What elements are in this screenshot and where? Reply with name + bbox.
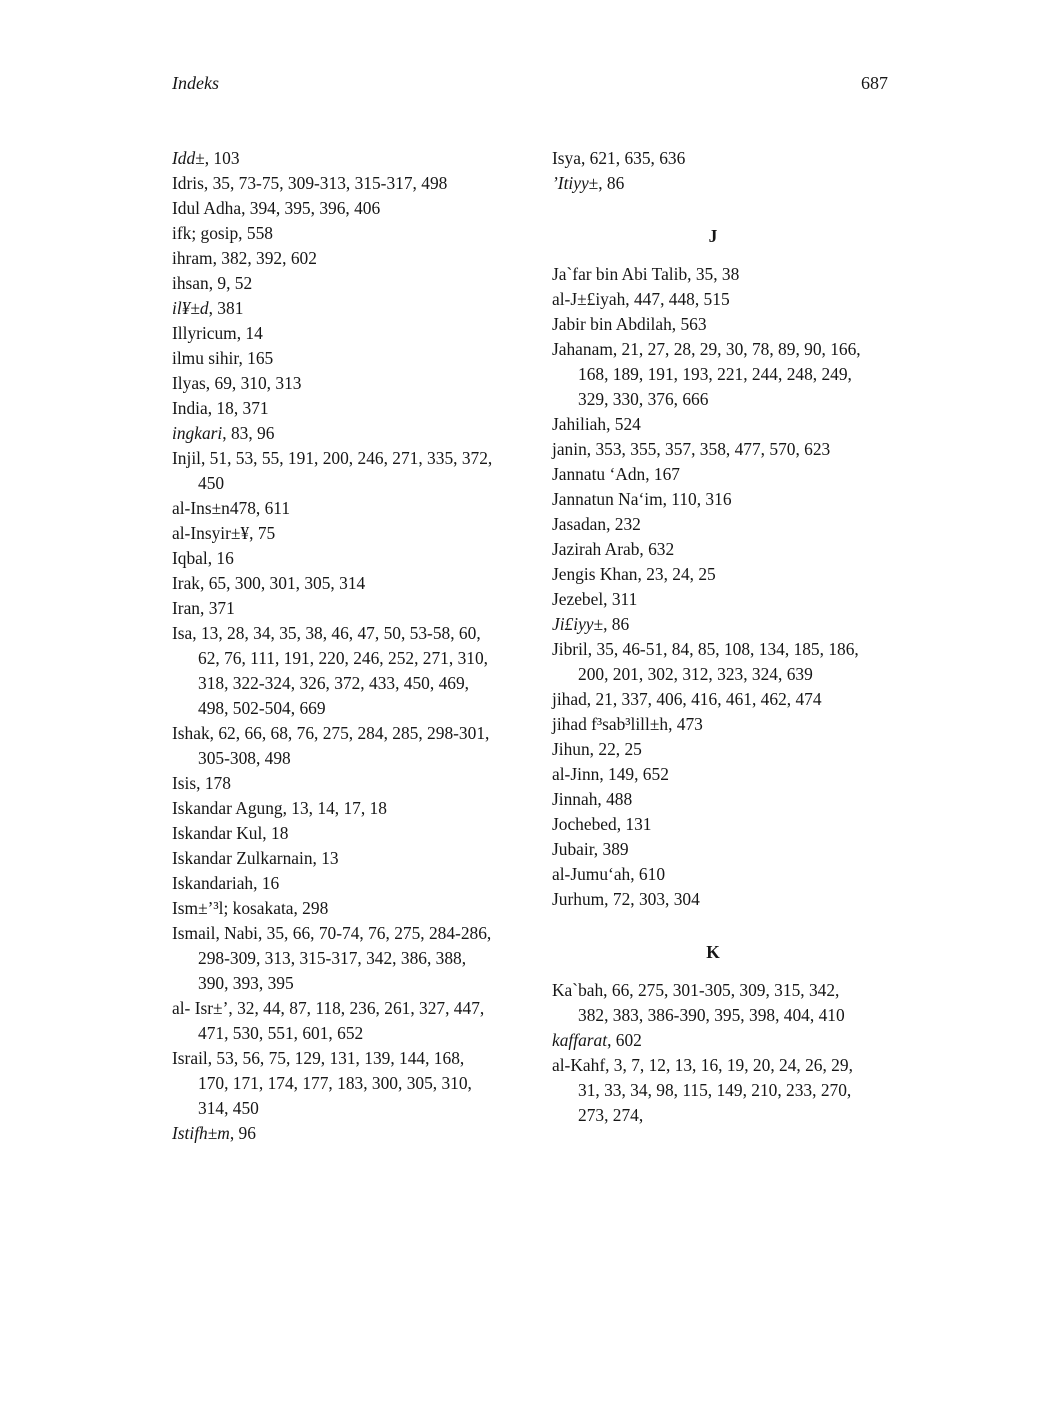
index-term-italic: il¥±d: [172, 298, 209, 318]
index-term-italic: Istifh±m: [172, 1123, 230, 1143]
index-entry: Jahanam, 21, 27, 28, 29, 30, 78, 89, 90, 166, 168, 189, 191, 193, 221, 244, 248, 249, 329, 330, 376, 666: [552, 339, 861, 409]
index-entry: al-Kahf, 3, 7, 12, 13, 16, 19, 20, 24, 26, 29, 31, 33, 34, 98, 115, 149, 210, 233, 270, 273, 274,: [552, 1055, 853, 1125]
index-entry: Jazirah Arab, 632: [552, 539, 675, 559]
page-number: 687: [861, 73, 888, 93]
index-entry: al-Insyir±¥, 75: [172, 523, 276, 543]
index-entry: janin, 353, 355, 357, 358, 477, 570, 623: [552, 439, 831, 459]
index-entry: Ishak, 62, 66, 68, 76, 275, 284, 285, 298-301, 305-308, 498: [172, 723, 490, 768]
index-entry: Israil, 53, 56, 75, 129, 131, 139, 144, 168, 170, 171, 174, 177, 183, 300, 305, 310, 314, 450: [172, 1048, 472, 1118]
index-column-right: [552, 146, 874, 1146]
index-entry: Isis, 178: [172, 773, 231, 793]
index-entry: India, 18, 371: [172, 398, 269, 418]
index-entry: Jahiliah, 524: [552, 414, 641, 434]
index-entry: Jurhum, 72, 303, 304: [552, 889, 700, 909]
index-entry: Jibril, 35, 46-51, 84, 85, 108, 134, 185, 186, 200, 201, 302, 312, 323, 324, 639: [552, 639, 859, 684]
index-entry: Jubair, 389: [552, 839, 629, 859]
index-entry: Jengis Khan, 23, 24, 25: [552, 564, 716, 584]
index-entry: Ilyas, 69, 310, 313: [172, 373, 302, 393]
index-entry: ilmu sihir, 165: [172, 348, 274, 368]
page-header: [172, 72, 888, 94]
index-entry: Ka`bah, 66, 275, 301-305, 309, 315, 342, 382, 383, 386-390, 395, 398, 404, 410: [552, 980, 845, 1025]
index-term-italic: Idd±: [172, 148, 205, 168]
index-entry: Iskandar Zulkarnain, 13: [172, 848, 339, 868]
index-entry: Jannatun Na‘im, 110, 316: [552, 489, 732, 509]
index-entry: ifk; gosip, 558: [172, 223, 273, 243]
index-section-heading: K: [706, 942, 720, 962]
index-entry: Jihun, 22, 25: [552, 739, 642, 759]
index-entry: Ja`far bin Abi Talib, 35, 38: [552, 264, 740, 284]
index-term-italic: ingkari: [172, 423, 223, 443]
index-entry: Iskandar Agung, 13, 14, 17, 18: [172, 798, 387, 818]
index-term-italic: ’Itiyy±: [552, 173, 599, 193]
index-entry: ingkari, 83, 96: [172, 423, 275, 443]
index-entry: Jezebel, 311: [552, 589, 638, 609]
index-entry: Iqbal, 16: [172, 548, 234, 568]
index-entry: al-Ins±n478, 611: [172, 498, 291, 518]
index-entry: Injil, 51, 53, 55, 191, 200, 246, 271, 335, 372, 450: [172, 448, 493, 493]
index-term-italic: Ji£iyy±: [552, 614, 604, 634]
index-entry: Isya, 621, 635, 636: [552, 148, 686, 168]
index-entry: Iskandariah, 16: [172, 873, 280, 893]
index-section-heading: J: [708, 226, 718, 246]
index-entry: al-Jinn, 149, 652: [552, 764, 669, 784]
index-entry: Idris, 35, 73-75, 309-313, 315-317, 498: [172, 173, 448, 193]
index-entry: Isa, 13, 28, 34, 35, 38, 46, 47, 50, 53-58, 60, 62, 76, 111, 191, 220, 246, 252, 271, 310, 318, 322-324, 326, 372, 433, 450, 469, 498, 502-504, 669: [172, 623, 489, 718]
index-column-left: [172, 146, 494, 1146]
index-entry: Irak, 65, 300, 301, 305, 314: [172, 573, 366, 593]
index-entry: ihram, 382, 392, 602: [172, 248, 317, 268]
index-entry: Iran, 371: [172, 598, 235, 618]
index-entry: ’Itiyy±, 86: [552, 173, 625, 193]
index-entry: jihad f³sab³lill±h, 473: [552, 714, 703, 734]
index-entry: kaffarat, 602: [552, 1030, 642, 1050]
index-content: [172, 146, 888, 1146]
index-entry: al-Jumu‘ah, 610: [552, 864, 666, 884]
index-entry: Jabir bin Abdilah, 563: [552, 314, 707, 334]
running-title: Indeks: [172, 73, 219, 93]
index-entry: Iskandar Kul, 18: [172, 823, 289, 843]
index-entry: Ji£iyy±, 86: [552, 614, 630, 634]
index-entry: Idd±, 103: [172, 148, 240, 168]
index-entry: il¥±d, 381: [172, 298, 244, 318]
index-entry: al- Isr±’, 32, 44, 87, 118, 236, 261, 327, 447, 471, 530, 551, 601, 652: [172, 998, 485, 1043]
index-entry: Idul Adha, 394, 395, 396, 406: [172, 198, 381, 218]
index-entry: Jinnah, 488: [552, 789, 633, 809]
index-entry: Illyricum, 14: [172, 323, 263, 343]
index-entry: Jannatu ‘Adn, 167: [552, 464, 680, 484]
index-entry: Istifh±m, 96: [172, 1123, 256, 1143]
index-entry: jihad, 21, 337, 406, 416, 461, 462, 474: [552, 689, 822, 709]
index-entry: ihsan, 9, 52: [172, 273, 253, 293]
index-entry: Jochebed, 131: [552, 814, 652, 834]
index-entry: Ism±’³l; kosakata, 298: [172, 898, 329, 918]
index-term-italic: kaffarat: [552, 1030, 608, 1050]
index-entry: Ismail, Nabi, 35, 66, 70-74, 76, 275, 284-286, 298-309, 313, 315-317, 342, 386, 388, 390, 393, 395: [172, 923, 492, 993]
index-entry: Jasadan, 232: [552, 514, 641, 534]
index-entry: al-J±£iyah, 447, 448, 515: [552, 289, 730, 309]
